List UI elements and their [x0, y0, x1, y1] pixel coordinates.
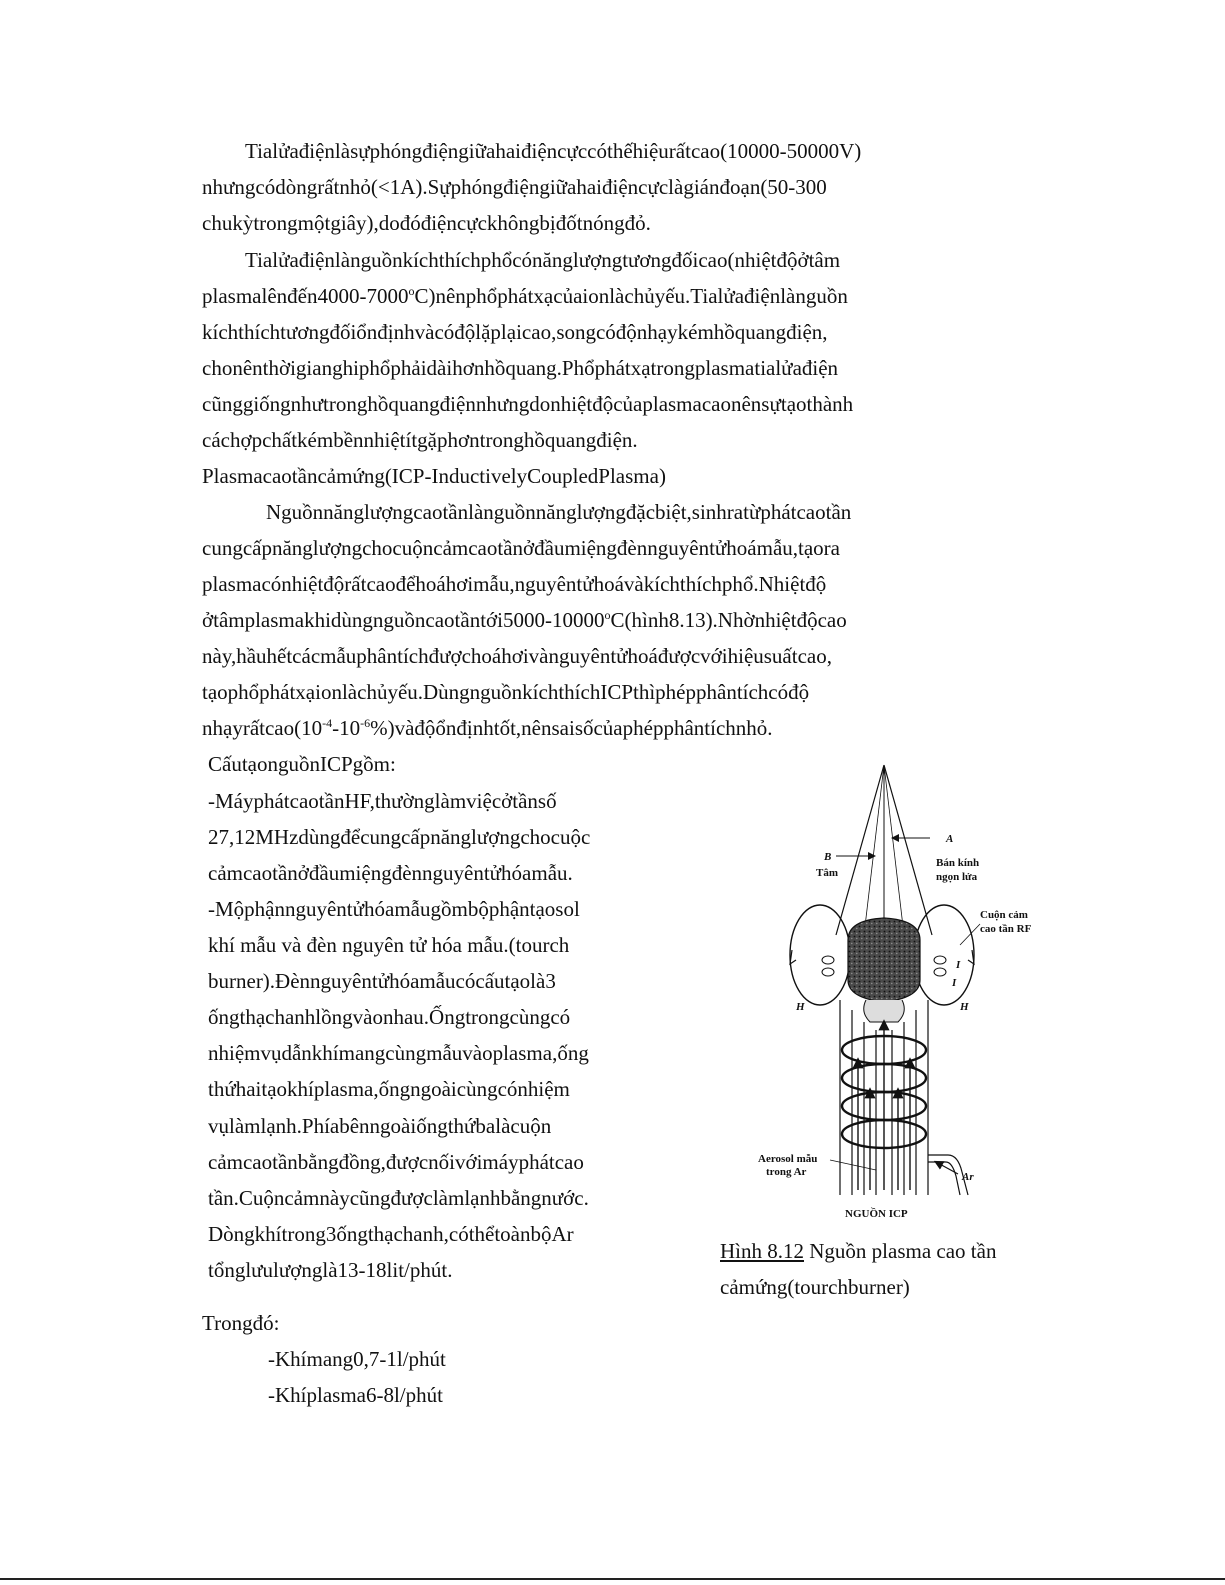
label-trong-ar: trong Ar	[766, 1166, 807, 1178]
text-line: -MáyphátcaotầnHF,thườnglàmviệcởtầnsố	[208, 789, 557, 813]
label-cao-tan-rf: cao tần RF	[980, 923, 1032, 935]
text-line: nhưngcódòngrấtnhỏ(<1A).Sựphóngđiệngiữahaiđiệncựclàgiánđoạn(50-300	[202, 175, 827, 199]
label-tam: Tâm	[816, 867, 838, 879]
text-line: tạophổphátxạionlàchủyếu.DùngnguồnkíchthíchICPthìphépphântíchcóđộ	[202, 680, 810, 704]
label-ar: Ar	[962, 1171, 974, 1183]
text-line: cungcấpnănglượngchocuộncảmcaotầnởđầumiệngđènnguyêntửhoámẫu,tạora	[202, 536, 840, 560]
text-line: cũnggiốngnhưtronghồquangđiệnnhưngdonhiệtđộcủaplasmacaonênsựtạothành	[202, 392, 854, 416]
text-line: tổnglưulượnglà13-18lit/phút.	[208, 1258, 453, 1282]
ar-arrow	[936, 1162, 958, 1174]
figure-caption-line2: cảmứng(tourchburner)	[720, 1275, 910, 1299]
text-run: plasmalênđến4000-7000	[202, 284, 409, 308]
text-line: khí mẫu và đèn nguyên tử hóa mẫu.(tourch	[208, 933, 570, 957]
text-line: burner).Đènnguyêntửhóamẫucócấutạolà3	[208, 969, 556, 993]
superscript: -4	[322, 716, 333, 730]
superscript: -6	[360, 716, 371, 730]
text-line: Nguồnnănglượngcaotầnlànguồnnănglượngđặcbiệt,sinhratừphátcaotần	[266, 500, 852, 524]
text-line: Dòngkhítrong3ốngthạchanh,cóthểtoànbộAr	[208, 1222, 574, 1246]
text-line: Trongđó:	[202, 1311, 280, 1335]
text-line: -Mộphậnnguyêntửhóamẫugồmbộphậntạosol	[208, 897, 580, 921]
plasma-region	[848, 918, 920, 1002]
figure-number: Hình 8.12	[720, 1239, 804, 1263]
label-b: B	[824, 851, 832, 863]
text-line: vụlàmlạnh.Phíabênngoàiốngthứbalàcuộn	[208, 1114, 552, 1138]
section-heading: Plasmacaotầncảmứng(ICP-InductivelyCoupledPlasma)	[202, 464, 666, 488]
label-aerosol: Aerosol mẫu	[758, 1153, 818, 1165]
label-ban-kinh: Bán kính	[936, 857, 980, 869]
figure-caption	[720, 1238, 996, 1264]
text-run: ởtâmplasmakhidùngnguồncaotầntới5000-10000	[202, 608, 605, 632]
text-run: %)vàđộổnđịnhtốt,nênsaisốcủaphépphântíchnhỏ.	[370, 716, 773, 740]
pointer-aerosol	[830, 1160, 876, 1170]
text-line: -Khímang0,7-1l/phút	[268, 1347, 446, 1371]
text-line: cảmcaotầnởđầumiệngđènnguyêntửhóamẫu.	[208, 861, 573, 885]
icp-torch-diagram	[748, 760, 1048, 1230]
text-line: thứhaitạokhíplasma,ốngngoàicùngcónhiệm	[208, 1077, 570, 1101]
superscript: o	[604, 608, 611, 622]
text-line	[202, 283, 848, 309]
text-line: ốngthạchanhlồngvàonhau.Ốngtrongcùngcó	[208, 1005, 571, 1029]
pointer-coil	[960, 924, 980, 945]
text-line: kíchthíchtươngđốiổnđịnhvàcóđộlặplạicao,songcóđộnhạykémhồquangđiện,	[202, 320, 828, 344]
label-i1: I	[956, 959, 961, 971]
text-line: chukỳtrongmộtgiây),dođóđiệncựckhôngbịđốtnóngđỏ.	[202, 211, 651, 235]
label-a: A	[946, 833, 954, 845]
text-line: plasmacónhiệtđộrấtcaođểhoáhơimẫu,nguyêntửhoávàkíchthíchphổ.Nhiệtđộ	[202, 572, 827, 596]
page-bottom-rule	[0, 1578, 1225, 1580]
text-run: C(hình8.13).Nhờnhiệtđộcao	[610, 608, 847, 632]
label-cuon-cam: Cuộn cảm	[980, 909, 1028, 921]
text-line: này,hầuhếtcácmẫuphântíchđượchoáhơivànguyêntửhoáđượcvớihiệusuấtcao,	[202, 644, 832, 668]
text-line	[202, 715, 773, 741]
text-line	[202, 607, 847, 633]
label-nguon-icp: NGUỒN ICP	[845, 1208, 908, 1220]
text-line: tần.Cuộncảmnàycũngđượclàmlạnhbằngnước.	[208, 1186, 589, 1210]
text-run: -10	[332, 716, 361, 740]
text-line: nhiệmvụdẫnkhímangcùngmẫuvàoplasma,ống	[208, 1041, 589, 1065]
label-h-right: H	[960, 1001, 969, 1013]
text-line: 27,12MHzdùngđểcungcấpnănglượngchocuộc	[208, 825, 591, 849]
text-line: CấutạonguồnICPgồm:	[208, 752, 396, 776]
text-run: nhạyrấtcao(10	[202, 716, 323, 740]
plasma-tail	[864, 1000, 905, 1022]
label-h-left: H	[796, 1001, 805, 1013]
text-line: chonênthờigianghiphổphảidàihơnhồquang.Phổphátxạtrongplasmatialửađiện	[202, 356, 839, 380]
text-line: Tialửađiệnlàsựphóngđiệngiữahaiđiệncựccóthếhiệurấtcao(10000-50000V)	[245, 139, 862, 163]
text-line: -Khíplasma6-8l/phút	[268, 1383, 443, 1407]
label-ngon-lua: ngọn lửa	[936, 871, 978, 883]
superscript: o	[408, 284, 415, 298]
text-run: C)nênphổphátxạcủaionlàchủyếu.Tialửađiệnlànguồn	[414, 284, 848, 308]
caption-text: Nguồn plasma cao tần	[809, 1239, 997, 1263]
text-line: cảmcaotầnbằngđồng,đượcnốivớimáyphátcao	[208, 1150, 584, 1174]
text-line: Tialửađiệnlànguồnkíchthíchphổcónănglượngtươngđốicao(nhiệtđộởtâm	[245, 248, 841, 272]
label-i2: I	[952, 977, 957, 989]
gas-flow-arrows	[858, 1022, 910, 1190]
text-line: cáchợpchấtkémbềnnhiệtítgặphơntronghồquangđiện.	[202, 428, 638, 452]
